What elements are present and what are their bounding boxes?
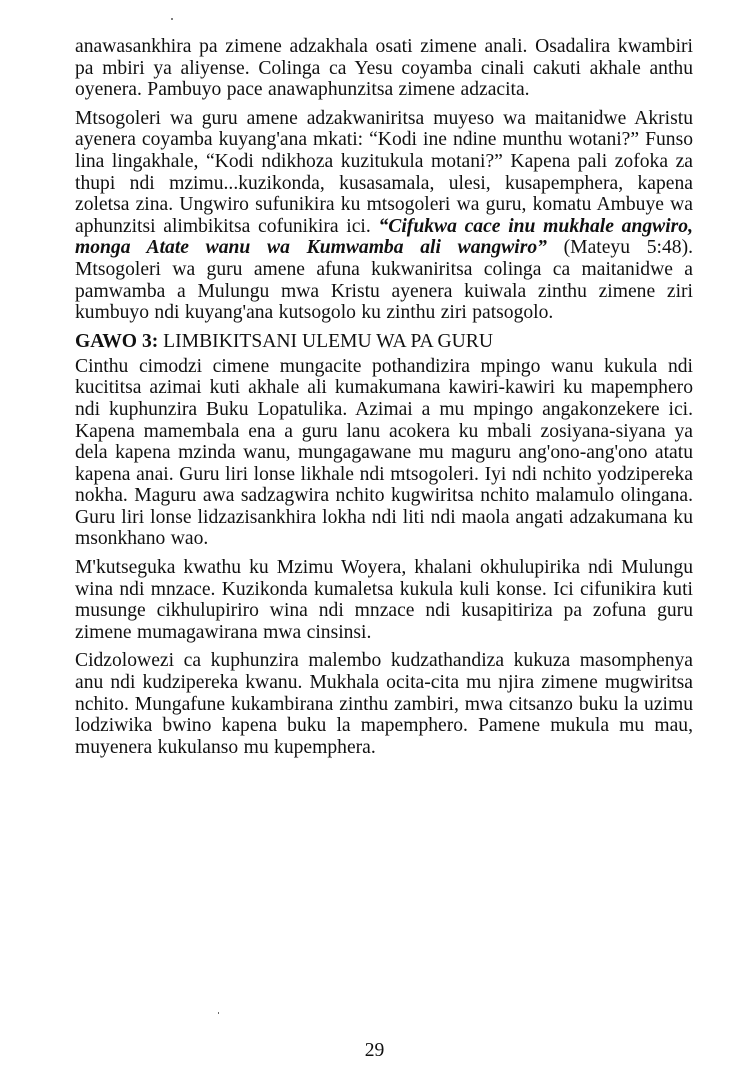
- scripture-quote: “Cifukwa cace inu mukhale angwiro, monga Atate wanu wa Kumwamba ali wangwiro”: [75, 215, 693, 259]
- paragraph-2-text-before: Mtsogoleri wa guru amene adzakwaniritsa muyeso wa maitanidwe Akristu ayenera coyamba kuyang'ana mkati: “Kodi ine ndine munthu wotani?” Funso lina lingakhale, “Kodi ndikhoza kuzitukula motani?” Kapena pali zofoka za thupi ndi mzimu...kuzikonda, kusasamala, ulesi, kusapemphera, kapena zoletsa zina. Ungwiro sufunikira ku mtsogoleri wa guru, komatu Ambuye wa aphunzitsi alimbikitsa cofunikira ici.: [75, 107, 693, 237]
- print-speck: [218, 1012, 219, 1014]
- section-title: LIMBIKITSANI ULEMU WA PA GURU: [158, 330, 494, 352]
- paragraph-3: Cinthu cimodzi cimene mungacite pothandizira mpingo wanu kukula ndi kucititsa azimai kuti akhale ali kumakumana kawiri-kawiri ku mapemphero ndi kuphunzira Buku Lopatulika. Azimai a mu mpingo angakonzekere ici. Kapena mamembala ena a guru lanu acokera ku mbali zosiyana-siyana ya dela kapena mzinda wanu, mungagawane mu maguru ang'ono-ang'ono atatu kapena anai. Guru liri lonse likhale ndi mtsogoleri. Iyi ndi nchito yodzipereka nokha. Maguru awa sadzagwira nchito kugwiritsa nchito malamulo olingana. Guru liri lonse lidzazisankhira lokha ndi liti ndi maola angati adzakumana ku msonkhano wao.: [75, 355, 693, 550]
- paragraph-5: Cidzolowezi ca kuphunzira malembo kudzathandiza kukuza masomphenya anu ndi kudzipereka kwanu. Mukhala ocita-cita mu njira zimene mugwiritsa nchito. Mungafune kukambirana zinthu zambiri, mwa citsanzo buku la uzimu lodziwika bwino kapena buku la mapemphero. Pamene mukula mu mau, muyenera kukulanso mu kupemphera.: [75, 650, 693, 758]
- print-speck: [171, 18, 173, 20]
- paragraph-4: M'kutseguka kwathu ku Mzimu Woyera, khalani okhulupirika ndi Mulungu wina ndi mnzace. Kuzikonda kumaletsa kukula kuli konse. Ici cifunikira kuti musunge cikhulupiriro wina ndi mnzace ndi kusapitiriza pa zofuna guru zimene mumagawirana mwa cinsinsi.: [75, 557, 693, 643]
- section-label: GAWO 3:: [75, 330, 159, 352]
- page-number: 29: [364, 1040, 385, 1061]
- paragraph-2-text-after: (Mateyu 5:48). Mtsogoleri wa guru amene afuna kukwaniritsa colinga ca maitanidwe a pamwamba a Mulungu mwa Kristu ayenera kuiwala zinthu zimene ziri kumbuyo ndi kuyang'ana kutsogolo ku zinthu ziri patsogolo.: [75, 237, 693, 324]
- paragraph-2: [75, 108, 693, 324]
- page-body: [75, 36, 693, 765]
- paragraph-1: anawasankhira pa zimene adzakhala osati zimene anali. Osadalira kwambiri pa mbiri ya aliyense. Colinga ca Yesu coyamba cinali cakuti akhale anthu oyenera. Pambuyo pace anawaphunzitsa zimene adzacita.: [75, 36, 693, 101]
- section-heading: [75, 331, 693, 353]
